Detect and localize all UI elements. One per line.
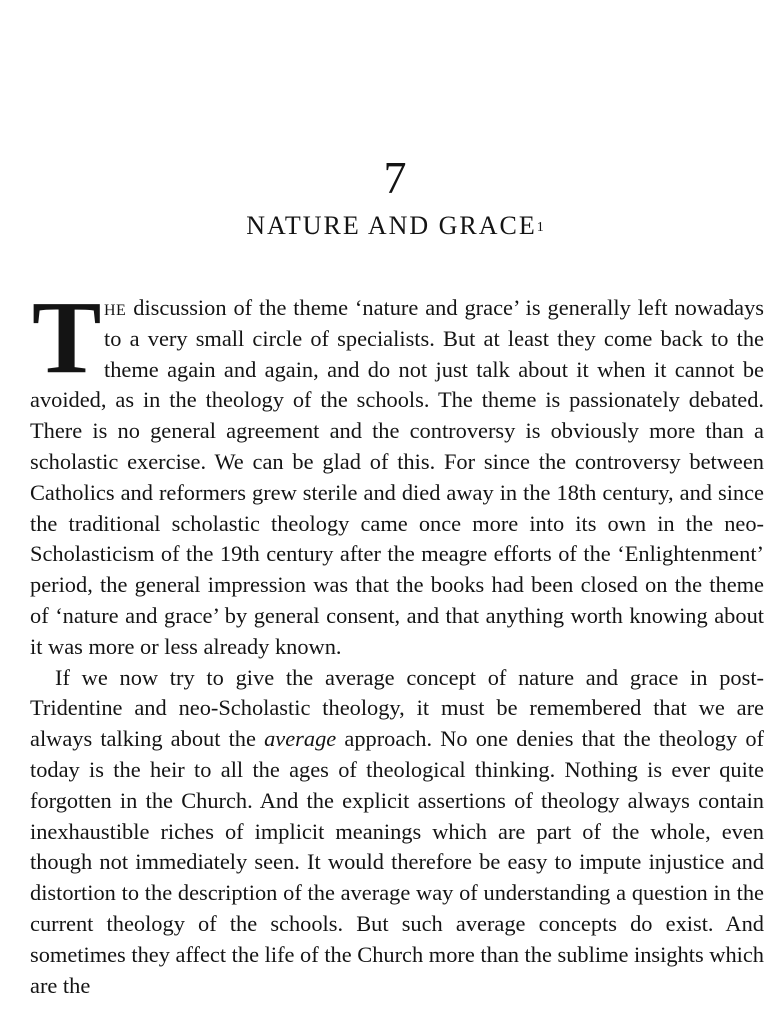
body-text	[30, 280, 764, 1001]
emphasis-text: average	[264, 726, 337, 752]
drop-cap: T	[32, 280, 102, 395]
chapter-number: 7	[383, 152, 407, 203]
chapter-title	[0, 210, 768, 242]
paragraph-1-text: discussion of the theme ‘nature and grace’ is generally left nowadays to a very small circle of specialists. But at least they come back to the theme again and again, and do not just talk about it when it cannot be avoided, as in the theology of the schools. The theme is passionately debated. There is no general agreement and the controversy is obviously more than a scholastic exercise. We can be glad of this. For since the controversy between Catholics and reformers grew sterile and died away in the 18th century, and since the traditional scholastic theology came once more into its own in the neo-Scholasticism of the 19th century after the meagre efforts of the ‘Enlightenment’ period, the general impression was that the books had been closed on the theme of ‘nature and grace’ by general consent, and that anything worth knowing about it was more or less already known.	[30, 295, 764, 659]
paragraph-2	[30, 663, 764, 1002]
paragraph-1	[30, 280, 764, 663]
chapter-title-text: NATURE AND GRACE	[246, 211, 537, 240]
footnote-marker: 1	[536, 220, 544, 235]
lead-in: he	[104, 295, 127, 320]
paragraph-2-text-before: If we now try to give the average concept of nature and grace in post-Tridentine and neo-Scholastic theology, it must be remembered that we are always talking about the	[30, 664, 764, 752]
paragraph-2-text-after: approach. No one denies that the theology of today is the heir to all the ages of theological thinking. Nothing is ever quite forgotten in the Church. And the explicit assertions of theology always contain inexhaustible riches of implicit meanings which are part of the whole, even though not immediately seen. It would therefore be easy to impute injustice and distortion to the description of the average way of understanding a question in the current theology of the schools. But such average concepts do exist. And sometimes they affect the life of the Church more than the sublime insights which are the	[30, 726, 764, 998]
